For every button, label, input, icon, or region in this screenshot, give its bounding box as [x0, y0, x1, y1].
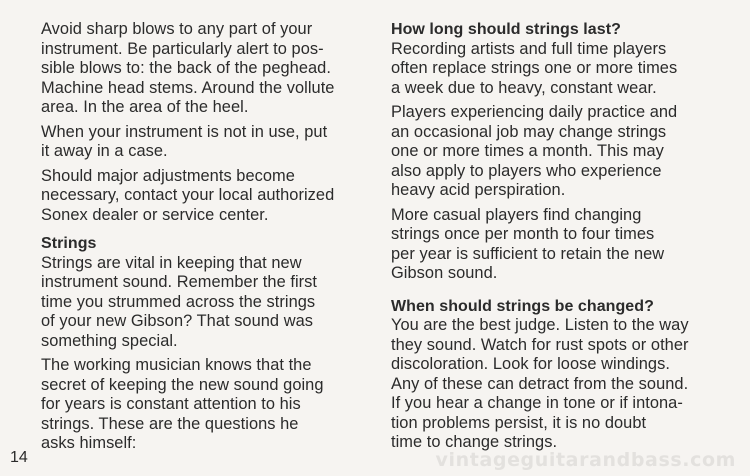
- heading-strings: Strings: [41, 235, 97, 252]
- paragraph-daily-practice: Players experiencing daily practice and an occasional job may change strings one or more times a month. This may also apply to players who experience heavy acid perspiration.: [391, 103, 678, 199]
- page-number: 14: [10, 449, 28, 466]
- paragraph-casual-players: More casual players find changing strings once per month to four times per year is sufficient to retain the new Gibson sound.: [391, 205, 665, 282]
- watermark: vintageguitarandbass.com: [435, 449, 736, 471]
- paragraph-store-in-case: When your instrument is not in use, put it away in a case.: [41, 122, 328, 160]
- right-column: [391, 20, 713, 458]
- paragraph-major-adjustments: Should major adjustments become necessary, contact your local authorized Sonex dealer or service center.: [41, 166, 335, 224]
- paragraph-best-judge: You are the best judge. Listen to the way they sound. Watch for rust spots or other discoloration. Look for loose windings. Any of these can detract from the sound. If you hear a change in tone or if intona- tion problems persist, it is no doubt time to change strings.: [391, 316, 689, 451]
- left-column: [41, 20, 363, 459]
- paragraph-recording-artists: Recording artists and full time players often replace strings one or more times a week due to heavy, constant wear.: [391, 39, 678, 97]
- heading-how-long: How long should strings last?: [391, 21, 621, 38]
- heading-when-changed: When should strings be changed?: [391, 297, 654, 315]
- paragraph-working-musician: The working musician knows that the secret of keeping the new sound going for years is constant attention to his strings. These are the questions he asks himself:: [41, 356, 324, 452]
- paragraph-strings-vital: Strings are vital in keeping that new instrument sound. Remember the first time you strummed across the strings of your new Gibson? That sound was something special.: [41, 253, 317, 350]
- paragraph-avoid-blows: Avoid sharp blows to any part of your instrument. Be particularly alert to pos- sible blows to: the back of the peghead. Machine head stems. Around the vollute area. In the area of the heel.: [41, 20, 335, 116]
